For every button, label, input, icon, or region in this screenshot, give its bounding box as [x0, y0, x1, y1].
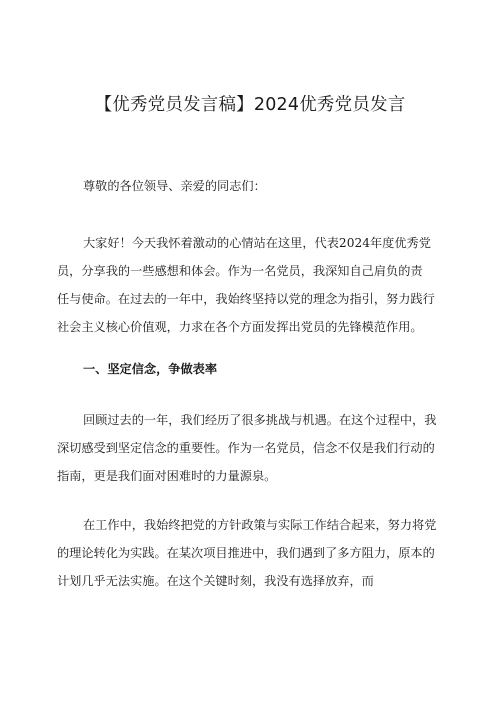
paragraph-line: 大家好！今天我怀着激动的心情站在这里，代表2024年度优秀党: [83, 236, 431, 250]
paragraph-line: 在工作中，我始终把党的方针政策与实际工作结合起来，努力将党: [83, 518, 437, 532]
section-paragraph-1: [57, 406, 445, 490]
paragraph-line: 深切感受到坚定信念的重要性。作为一名党员，信念不仅是我们行动的: [57, 441, 435, 455]
paragraph-line: 指南，更是我们面对困难时的力量源泉。: [57, 469, 277, 483]
document-title: 【优秀党员发言稿】2024优秀党员发言: [94, 95, 406, 115]
paragraph-line: 社会主义核心价值观，力求在各个方面发挥出党员的先锋模范作用。: [57, 320, 423, 334]
section-heading: 一、坚定信念，争做表率: [83, 362, 218, 376]
paragraph-line: 员，分享我的一些感想和体会。作为一名党员，我深知自己肩负的责: [57, 264, 423, 278]
paragraph-line: 计划几乎无法实施。在这个关键时刻，我没有选择放弃，而: [57, 574, 374, 588]
paragraph-line: 任与使命。在过去的一年中，我始终坚持以党的理念为指引，努力践行: [57, 292, 435, 306]
paragraph-line: 的理论转化为实践。在某次项目推进中，我们遇到了多方阻力，原本的: [57, 546, 435, 560]
paragraph-line: 回顾过去的一年，我们经历了很多挑战与机遇。在这个过程中，我: [83, 413, 437, 427]
salutation: 尊敬的各位领导、亲爱的同志们：: [83, 179, 266, 193]
section-paragraph-2: [57, 511, 445, 595]
intro-paragraph: [57, 229, 445, 341]
